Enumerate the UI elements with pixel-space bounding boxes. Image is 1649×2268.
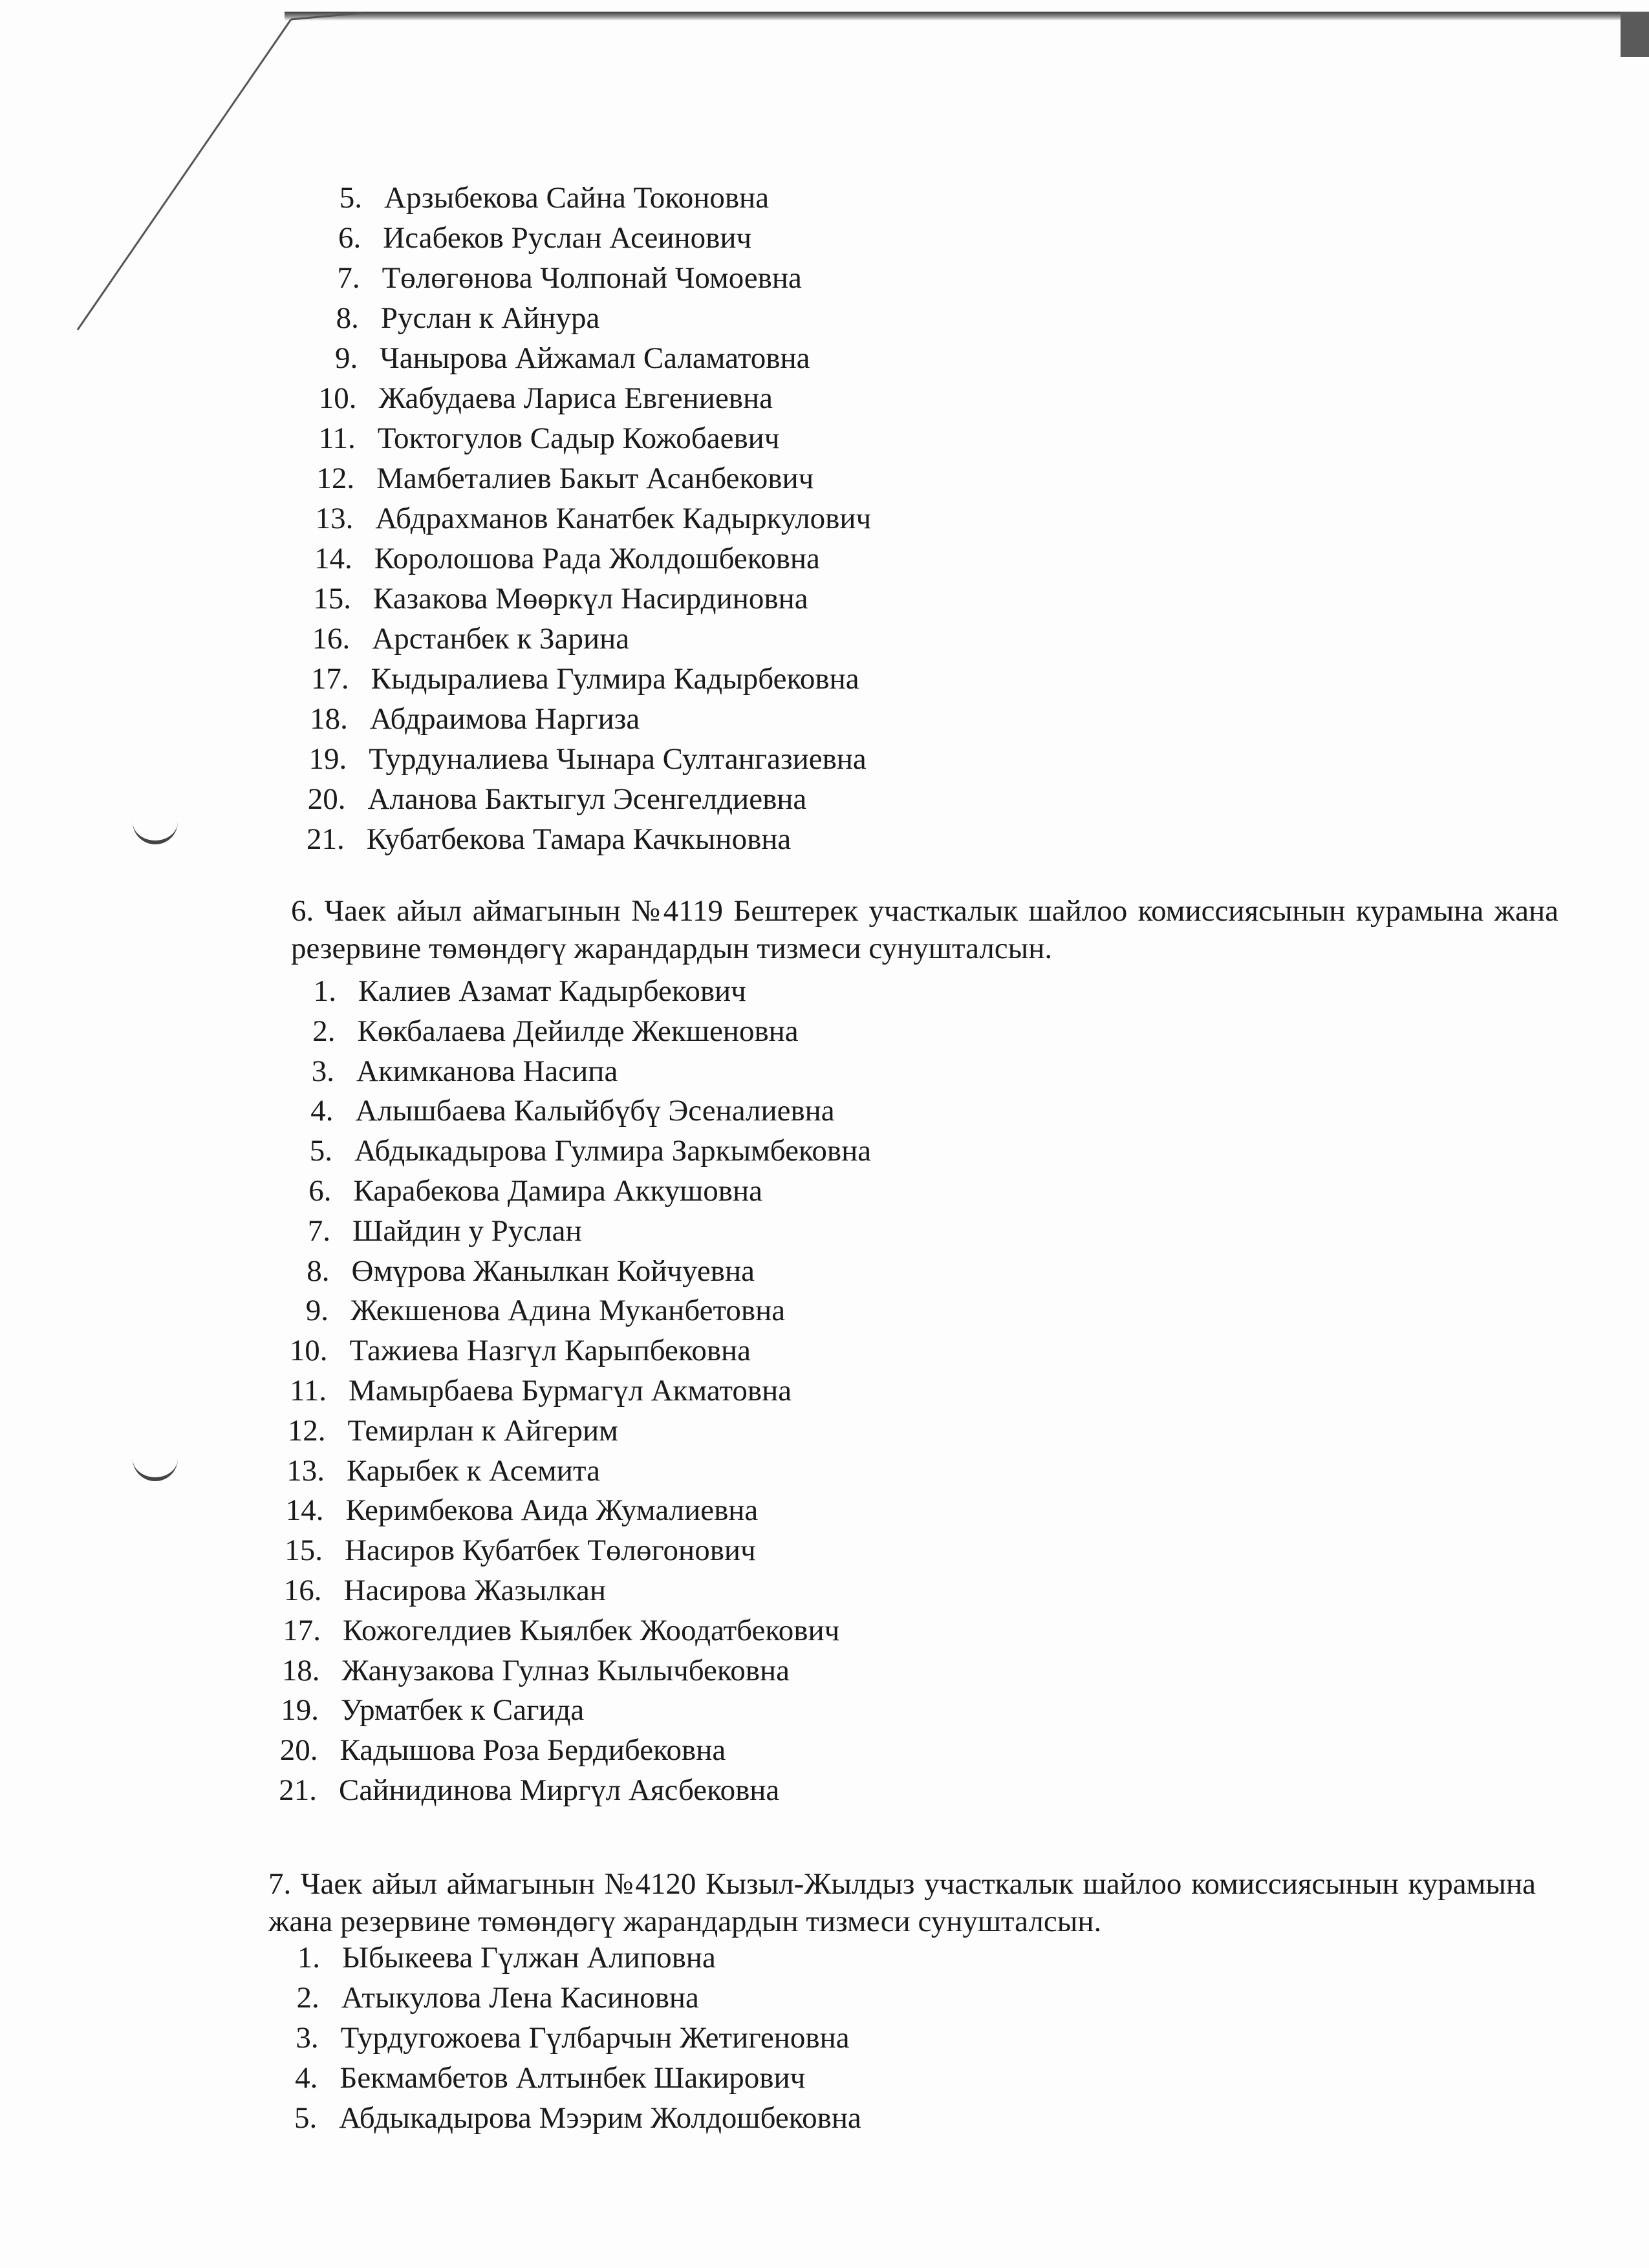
list-item [283,260,802,296]
list-item-name: Жекшенова Адина Муканбетовна [350,1294,786,1328]
list-item-name: Королошова Рада Жолдошбековна [374,542,820,575]
list-item-name: Өмүрова Жанылкан Койчуевна [351,1254,755,1288]
list-item-name: Турдугожоева Гүлбарчын Жетигеновна [340,2021,850,2055]
list-item-number: 8. [336,301,359,335]
list-item-number: 2. [296,1981,319,2015]
list-item-number: 7. [307,1214,330,1248]
list-item [275,540,820,577]
list-item [278,420,780,456]
list-item-name: Абдраимова Наргиза [369,702,640,736]
list-item-name: Кожогелдиев Кыялбек Жоодатбекович [343,1613,840,1647]
list-item-number: 13. [286,1453,325,1488]
list-item-number: 18. [281,1653,320,1687]
scan-corner-shadow [1621,12,1649,57]
list-item [242,1940,716,1976]
list-item-name: Көкбалаева Дейилде Жекшеновна [357,1014,799,1048]
list-item-number: 3. [311,1054,334,1088]
list-item-name: Насиров Кубатбек Төлөгонович [345,1534,756,1568]
list-item-number: 20. [279,1733,318,1768]
list-item-name: Урматбек к Сагида [341,1693,585,1728]
list-item [241,1732,726,1768]
list-item-number: 17. [283,1613,321,1647]
list-item [256,1093,835,1129]
list-item-name: Кадышова Роза Бердибековна [339,1733,726,1768]
list-item [239,2100,861,2136]
punch-hole-mark [133,815,178,844]
list-item-number: 5. [309,1134,332,1168]
list-item [274,581,808,617]
list-item-name: Казакова Мөөркүл Насирдиновна [373,582,808,615]
list-item-number: 17. [310,662,349,696]
list-item-name: Калиев Азамат Кадырбекович [358,974,746,1008]
list-item-name: Турдуналиева Чынара Султангазиевна [369,742,867,776]
list-item-number: 3. [296,2021,319,2055]
section-6-heading: 6. Чаек айыл аймагынын №4119 Бештерек участкалык шайлоо комиссиясынын курамына жана резервине төмөндөгү жарандардын тизмеси сунушталсын. [291,894,1558,965]
list-item-number: 19. [308,742,347,776]
list-item-name: Жабудаева Лариса Евгениевна [378,381,773,415]
list-item [244,1572,607,1609]
list-item-name: Чанырова Айжамал Саламатовна [380,341,810,375]
scan-edge-shadow [285,12,1649,21]
list-item-name: Токтогулов Садыр Кожобаевич [377,422,780,455]
list-item-number: 15. [285,1534,323,1568]
list-item [267,821,792,857]
list-item [259,973,746,1009]
list-item-number: 10. [289,1334,328,1368]
list-item-number: 16. [312,622,350,656]
list-item [241,2020,850,2056]
list-item-name: Абдыкадырова Гулмира Заркымбековна [354,1134,872,1168]
list-item-number: 13. [315,502,354,535]
list-item-number: 12. [316,462,355,495]
list-item [275,500,871,537]
section-7-heading: 7. Чаек айыл аймагынын №4120 Кызыл-Жылдыз участкалык шайлоо комиссиясынын курамына жана резервине төмөндөгү жарандардын тизмеси сунушталсын. [268,1867,1536,1938]
list-item-number: 14. [314,542,352,575]
list-item [270,701,640,737]
list-item [247,1453,600,1489]
list-item [272,621,629,657]
list-item-number: 4. [295,2061,318,2095]
list-item-name: Исабеков Руслан Асеинович [383,221,752,255]
list-item-name: Акимканова Насипа [356,1054,618,1088]
list-item-name: Арзыбекова Сайна Токоновна [384,181,770,215]
list-item-number: 21. [307,822,345,856]
list-item [277,460,814,497]
list-item-number: 1. [297,1941,320,1974]
list-item-name: Мамбеталиев Бакыт Асанбекович [376,462,814,495]
list-item-number: 5. [339,181,362,215]
list-item-number: 8. [307,1254,330,1288]
list-item [283,220,751,256]
list-item [242,1980,699,2016]
list-item-number: 6. [338,221,361,255]
list-item-number: 11. [289,1374,327,1407]
list-item-name: Шайдин у Руслан [352,1214,582,1248]
punch-hole-mark [133,1451,178,1481]
list-item-number: 19. [281,1693,319,1728]
list-item-name: Аланова Бактыгул Эсенгелдиевна [367,782,807,816]
list-item-name: Мамырбаева Бурмагүл Акматовна [349,1374,792,1407]
list-item [242,1653,790,1689]
list-item [280,340,810,376]
list-item-number: 11. [318,422,356,455]
list-item-name: Арстанбек к Зарина [372,622,630,656]
list-item-name: Төлөгөнова Чолпонай Чомоевна [382,261,802,295]
list-item-number: 6. [308,1174,332,1208]
list-item-name: Бекмамбетов Алтынбек Шакирович [339,2061,806,2095]
list-item-number: 12. [287,1413,326,1448]
list-item-name: Темирлан к Айгерим [347,1413,618,1448]
list-item-number: 2. [312,1014,336,1048]
list-item [285,180,769,216]
list-item-number: 4. [310,1094,334,1128]
list-item [272,661,859,697]
list-item [255,1133,871,1169]
list-item-name: Тажиева Назгүл Карыпбековна [349,1334,751,1368]
list-item-name: Керимбекова Аида Жумалиевна [345,1493,759,1528]
list-item [239,1772,779,1808]
list-item [268,781,807,817]
list-item-number: 7. [337,261,360,295]
list-item [269,741,867,777]
list-item-number: 5. [294,2101,318,2135]
list-item-name: Кубатбекова Тамара Качкыновна [366,822,792,856]
list-item [248,1413,618,1449]
list-item-number: 9. [305,1294,329,1328]
list-item [253,1213,582,1249]
list-item [281,300,599,336]
list-item-number: 21. [279,1773,317,1807]
list-item-name: Ыбыкеева Гүлжан Алиповна [342,1941,716,1974]
list-item [254,1173,763,1209]
list-item [257,1053,618,1089]
list-item [245,1532,756,1568]
list-item [252,1253,755,1289]
list-item-name: Карабекова Дамира Аккушовна [353,1174,763,1208]
list-item-number: 20. [307,782,346,816]
list-item [279,380,773,416]
list-item [249,1373,792,1409]
list-item-name: Алышбаева Калыйбүбү Эсеналиевна [355,1094,835,1128]
list-item [258,1013,799,1049]
list-item [243,1612,839,1649]
list-item-name: Карыбек к Асемита [347,1453,600,1488]
list-item [251,1292,785,1329]
list-item [241,1692,584,1728]
list-item-name: Жанузакова Гулназ Кылычбековна [341,1653,790,1687]
list-item-name: Абдыкадырова Мээрим Жолдошбековна [339,2101,861,2135]
list-item-number: 16. [283,1574,322,1607]
list-item-name: Насирова Жазылкан [343,1574,607,1607]
list-item-name: Руслан к Айнура [380,301,600,335]
list-item [246,1492,759,1528]
list-item-number: 1. [313,974,336,1008]
list-item-name: Абдрахманов Канатбек Кадыркулович [375,502,872,535]
list-item-name: Сайнидинова Миргүл Аясбековна [339,1773,780,1807]
list-item-number: 15. [313,582,351,615]
list-item [250,1332,751,1369]
list-item-name: Атыкулова Лена Касиновна [341,1981,699,2015]
list-item-number: 14. [285,1493,324,1528]
list-item-number: 9. [334,341,358,375]
list-item-number: 18. [310,702,348,736]
list-item-number: 10. [318,381,357,415]
list-item-name: Кыдыралиева Гулмира Кадырбековна [371,662,859,696]
list-item [240,2060,805,2096]
